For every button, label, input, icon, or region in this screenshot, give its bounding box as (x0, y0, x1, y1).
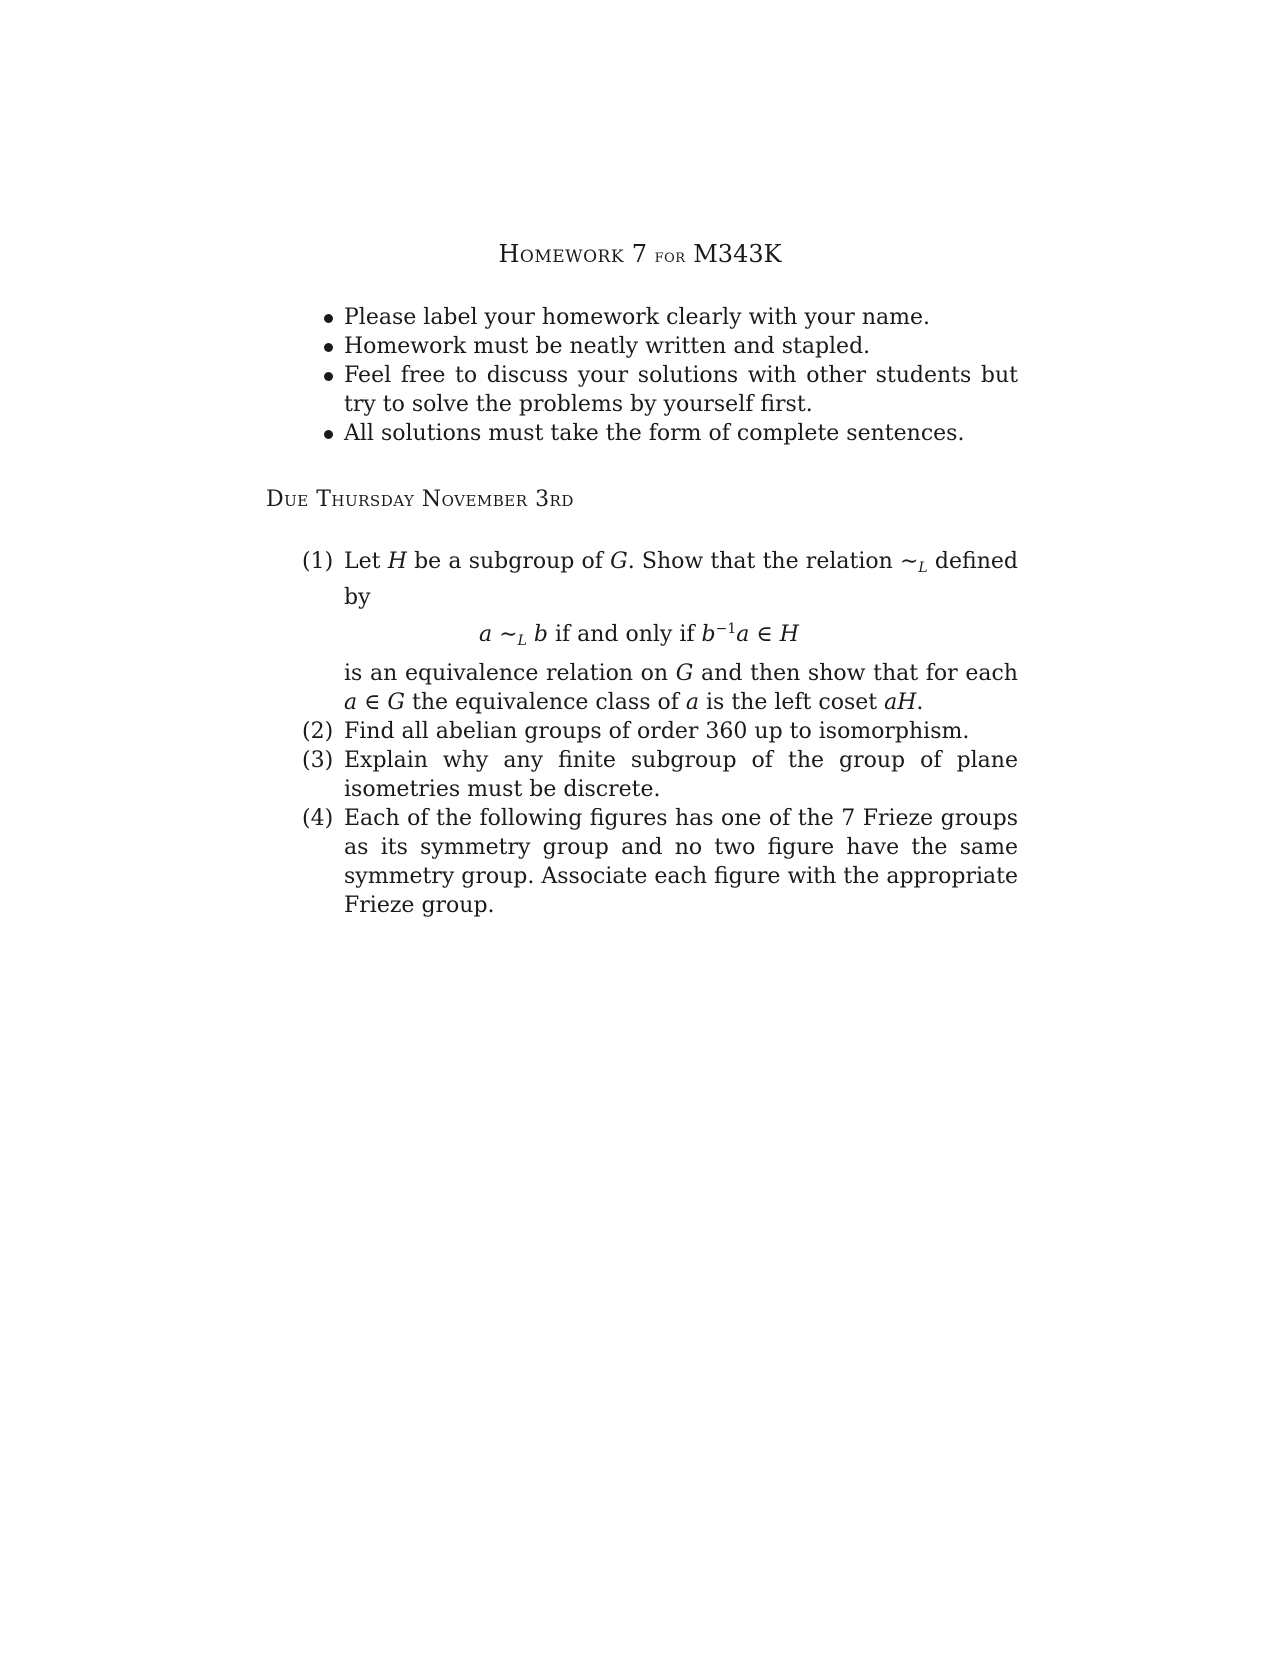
text: defined by (344, 549, 1018, 610)
problem-text: Each of the following figures has one of the 7 Frieze groups as its symmetry group and no two figure have the same symmetry group. Associate each figure with the appropriate Frieze group. (344, 806, 1018, 918)
text: . (916, 690, 924, 715)
math-var: a (479, 622, 493, 647)
display-equation (344, 615, 1018, 656)
math-var: a (344, 690, 358, 715)
problem-text: Explain why any finite subgroup of the group of plane isometries must be discrete. (344, 748, 1018, 802)
due-label: Due (266, 487, 309, 512)
math-var: G (610, 549, 628, 574)
problem-number: (3) (302, 748, 334, 773)
bullet-icon (324, 314, 333, 323)
text: if and only if (554, 622, 695, 647)
math-subscript: L (918, 560, 928, 576)
problem-2 (302, 717, 1018, 746)
problem-1 (302, 547, 1018, 717)
math-relation: ∼ (499, 622, 518, 647)
instruction-text: Please label your homework clearly with your name. (344, 305, 930, 330)
title-for: for (654, 245, 686, 267)
instruction-item (318, 303, 1018, 332)
bullet-icon (324, 430, 333, 439)
text: is an equivalence relation on (344, 661, 669, 686)
math-var: G (387, 690, 405, 715)
instruction-item (318, 419, 1018, 448)
title-number: 7 (631, 240, 647, 268)
bullet-icon (324, 343, 333, 352)
math-exponent: −1 (715, 621, 737, 637)
bullet-icon (324, 372, 333, 381)
math-subscript: L (517, 633, 527, 649)
problem-text: Find all abelian groups of order 360 up to isomorphism. (344, 719, 970, 744)
instruction-item (318, 332, 1018, 361)
math-var: a (736, 622, 750, 647)
math-var: H (387, 549, 407, 574)
title-course: M343K (693, 240, 782, 268)
instructions-list (318, 303, 1018, 448)
math-var: H (779, 622, 799, 647)
due-date: 3rd (535, 487, 574, 512)
math-element-of: ∈ (364, 690, 381, 715)
problem-text-continued (344, 659, 1018, 717)
math-var: b (533, 622, 548, 647)
due-date-heading (266, 487, 574, 512)
instruction-text: Feel free to discuss your solutions with other students but try to solve the problems by yourself first. (344, 363, 1018, 417)
text: Let (344, 549, 381, 574)
problem-4 (302, 804, 1018, 920)
due-month: November (421, 487, 528, 512)
math-relation: ∼ (899, 549, 919, 574)
math-element-of: ∈ (756, 622, 773, 647)
text: be a subgroup of (414, 549, 603, 574)
problem-text (344, 547, 1018, 612)
instruction-text: Homework must be neatly written and stapled. (344, 334, 871, 359)
problem-number: (2) (302, 719, 334, 744)
math-var: G (675, 661, 694, 686)
instruction-text: All solutions must take the form of complete sentences. (344, 421, 965, 446)
text: is the left coset (706, 690, 878, 715)
problems-list (302, 547, 1018, 920)
text: the equivalence class of (412, 690, 679, 715)
document-title (0, 240, 1280, 268)
math-var: b (701, 622, 716, 647)
math-var: aH (884, 690, 917, 715)
instruction-item (318, 361, 1018, 419)
title-homework: Homework (498, 240, 625, 268)
text: . Show that the relation (627, 549, 893, 574)
math-var: a (685, 690, 699, 715)
text: and then show that for each (701, 661, 1018, 686)
problem-3 (302, 746, 1018, 804)
problem-number: (4) (302, 806, 334, 831)
due-day: Thursday (316, 487, 415, 512)
problem-number: (1) (302, 549, 334, 574)
